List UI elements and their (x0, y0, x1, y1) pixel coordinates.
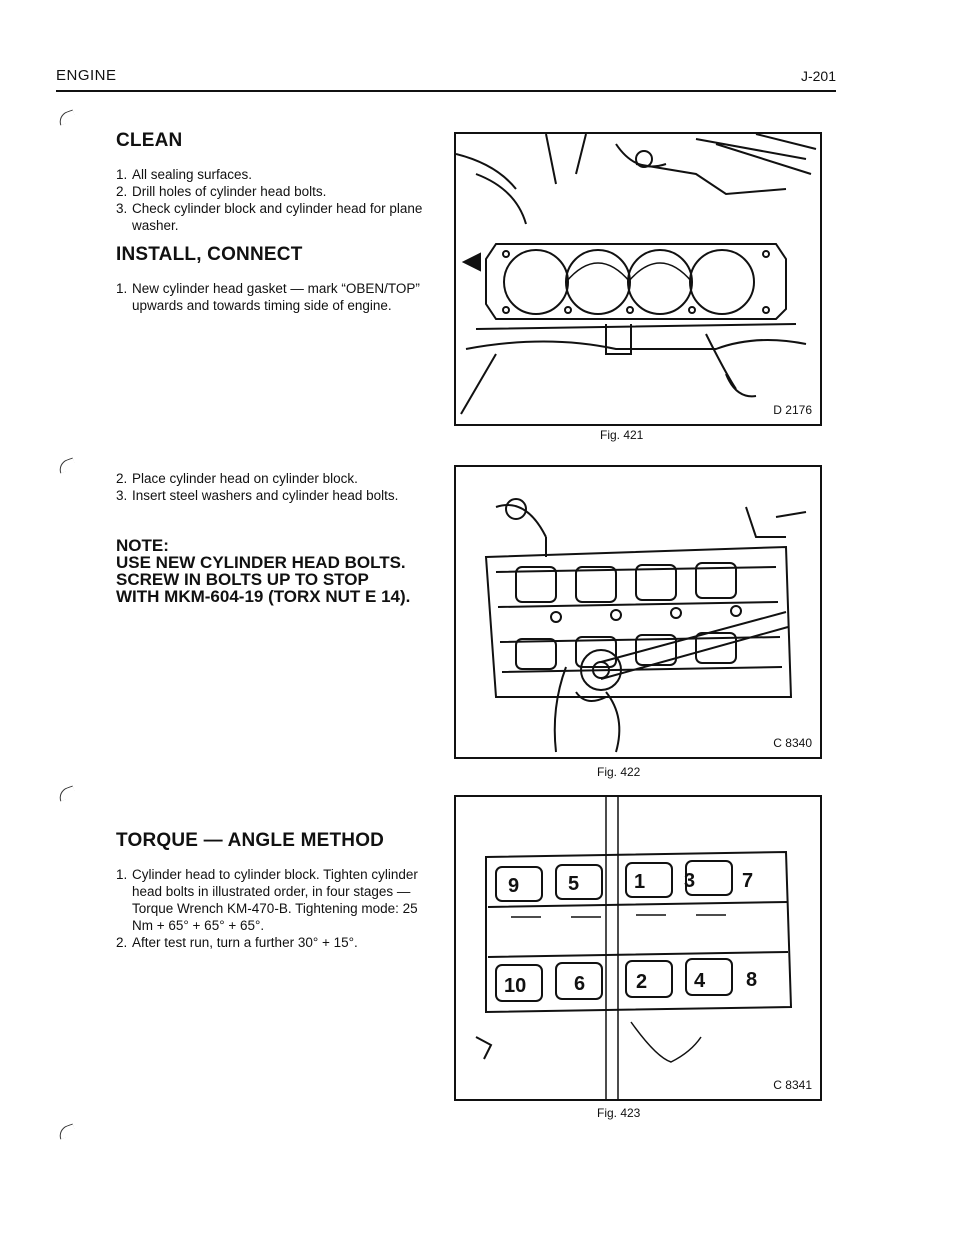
list-item: 2. Place cylinder head on cylinder block. (116, 471, 358, 486)
margin-mark (57, 1123, 77, 1139)
bolt-number: 9 (508, 875, 520, 897)
clean-heading: CLEAN (116, 130, 183, 151)
figure-caption: Fig. 423 (597, 1106, 641, 1120)
torque-list (116, 866, 436, 951)
list-item: 2. Drill holes of cylinder head bolts. (116, 184, 327, 199)
list-item: 1. All sealing surfaces. (116, 167, 253, 182)
margin-mark (57, 785, 77, 801)
list-item: 1. New cylinder head gasket — mark “OBEN/TOP” upwards and towards timing side of engine. (116, 281, 420, 313)
clean-section (116, 130, 446, 234)
bolt-number: 3 (684, 870, 696, 892)
list-item: 1. Cylinder head to cylinder block. Tighten cylinder head bolts in illustrated order, in four stages — Torque Wrench KM-470-B. Tightening mode: 25 Nm + 65° + 65° + 65°. (116, 867, 418, 933)
figure-423 (454, 795, 822, 1101)
page-header (56, 62, 836, 92)
figure-422 (454, 465, 822, 759)
bolt-number: 1 (634, 871, 646, 893)
install-list (116, 280, 446, 314)
clean-list (116, 166, 446, 234)
figure-421 (454, 132, 822, 426)
margin-mark (57, 109, 77, 125)
cylinder-head-gasket-illustration (456, 134, 820, 424)
cylinder-head-bolting-illustration (456, 467, 820, 757)
note-block (116, 537, 456, 605)
bolt-tightening-order-diagram (456, 797, 820, 1099)
install-heading: INSTALL, CONNECT (116, 244, 303, 265)
torque-section (116, 830, 436, 951)
figure-caption: Fig. 421 (600, 428, 644, 442)
place-section (116, 470, 446, 504)
list-item: 3. Check cylinder block and cylinder head for plane washer. (116, 201, 423, 233)
bolt-number: 8 (746, 969, 758, 991)
figure-code: D 2176 (773, 403, 812, 417)
install-section (116, 244, 446, 314)
note-label: NOTE: (116, 536, 169, 555)
list-item: 2. After test run, turn a further 30° + 15°. (116, 935, 358, 950)
bolt-number: 6 (574, 973, 586, 995)
note-line: USE NEW CYLINDER HEAD BOLTS. (116, 553, 406, 572)
note-line: WITH MKM-604-19 (TORX NUT E 14). (116, 587, 411, 606)
bolt-number: 7 (742, 870, 754, 892)
section-title: ENGINE (56, 67, 117, 84)
margin-mark (57, 457, 77, 473)
figure-caption: Fig. 422 (597, 765, 641, 779)
page-number: J-201 (800, 68, 836, 84)
bolt-number: 2 (636, 971, 648, 993)
bolt-number: 5 (568, 873, 580, 895)
figure-code: C 8341 (773, 1078, 812, 1092)
list-item: 3. Insert steel washers and cylinder head bolts. (116, 488, 399, 503)
torque-heading: TORQUE — ANGLE METHOD (116, 830, 385, 851)
figure-code: C 8340 (773, 736, 812, 750)
bolt-number: 10 (504, 975, 527, 997)
note-line: SCREW IN BOLTS UP TO STOP (116, 570, 369, 589)
place-list (116, 470, 446, 504)
bolt-number: 4 (694, 970, 706, 992)
